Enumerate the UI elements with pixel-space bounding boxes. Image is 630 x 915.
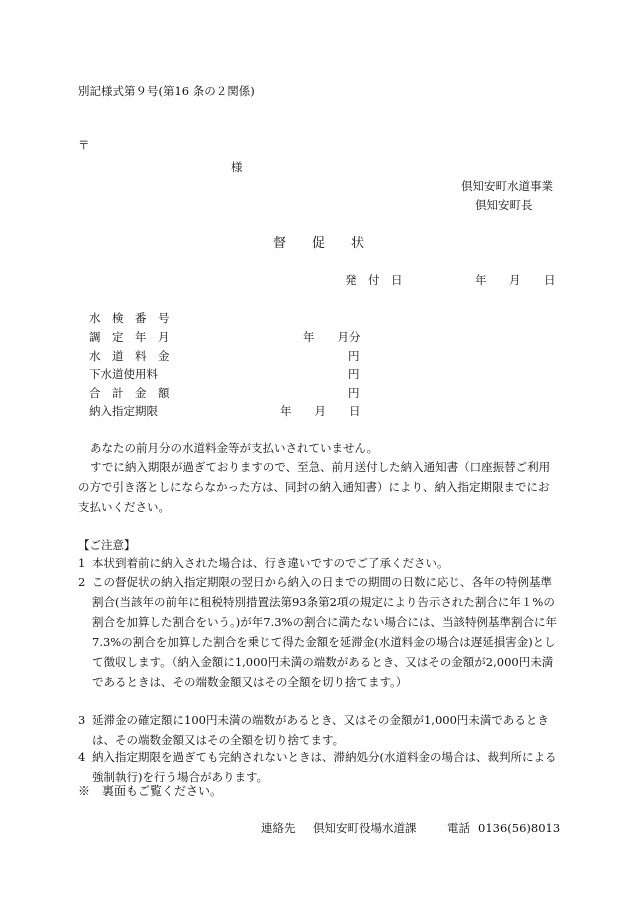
note-item [78, 747, 558, 787]
note-text: この督促状の納入指定期限の翌日から納入の日までの期間の日数に応じ、各年の特例基準割合(当該年の前年に租税特別措置法第93条第2項の規定により告示された割合に年１%の割合を加算した割合をいう。)が年7.3%の割合に満たない場合には、当該特例基準割合に年7.3%の割合を加算した割合を乗じて得た金額を延滞金(水道料金の場合は遅延損害金)として徴収します。（納入金額に1,000円未満の端数があるとき、又はその金額が2,000円未満であるときは、その端数金額又はその全額を切り捨てます。） [92, 575, 557, 689]
field-billing-month-value: 年 月分 [303, 330, 361, 344]
sender-organization: 倶知安町水道事業 [461, 179, 553, 193]
note-number: 2 [78, 575, 86, 589]
body-line-1: あなたの前月分の水道料金等が支払いされていません。 [90, 441, 379, 455]
issue-date-label: 発 付 日 [345, 273, 403, 287]
contact-phone: 0136(56)8013 [478, 821, 561, 835]
issue-date-day: 日 [544, 273, 556, 287]
form-number: 別記様式第９号(第16 条の２関係) [78, 84, 255, 98]
note-item [78, 572, 558, 692]
doc-title: 督 促 状 [273, 236, 365, 251]
note-number: 1 [78, 556, 86, 570]
note-item [78, 553, 558, 573]
field-total-amount-label: 合 計 金 額 [89, 386, 170, 400]
postal-mark: 〒 [78, 138, 90, 152]
note-number: 4 [78, 750, 86, 764]
body-paragraph-2: すでに納入期限が過ぎておりますので、至急、前月送付した納入通知書（口座振替ご利用の方で引き落としにならなかった方は、同封の納入通知書）により、納入指定期限までにお支払いください。 [78, 460, 551, 514]
field-water-charge-value: 円 [348, 349, 360, 363]
contact-label: 連絡先 [261, 821, 296, 835]
issue-date-month: 月 [509, 273, 521, 287]
field-sewer-charge-value: 円 [348, 367, 360, 381]
reverse-note: ※ 裏面もご覧ください。 [78, 784, 223, 798]
issue-date-year: 年 [475, 273, 487, 287]
field-due-date-label: 納入指定期限 [89, 404, 158, 418]
field-water-charge-label: 水 道 料 金 [89, 349, 170, 363]
note-text: 延滞金の確定額に100円未満の端数があるとき、又はその金額が1,000円未満であるときは、その端数金額又はその全額を切り捨てます。 [92, 713, 549, 747]
note-text: 納入指定期限を過ぎても完納されないときは、滞納処分(水道料金の場合は、裁判所による強制執行)を行う場合があります。 [92, 750, 557, 784]
note-item [78, 710, 558, 750]
field-total-amount-value: 円 [348, 386, 360, 400]
note-number: 3 [78, 713, 86, 727]
field-billing-month-label: 調 定 年 月 [89, 330, 170, 344]
notes-heading: 【ご注意】 [78, 538, 136, 552]
field-water-meter-number-label: 水 検 番 号 [89, 311, 170, 325]
sender-title: 倶知安町長 [475, 198, 533, 212]
field-due-date-value: 年 月 日 [280, 404, 361, 418]
addressee-suffix: 様 [231, 160, 243, 174]
field-sewer-charge-label: 下水道使用料 [89, 367, 158, 381]
contact-phone-label: 電話 [447, 821, 470, 835]
contact-office: 倶知安町役場水道課 [313, 821, 417, 835]
note-text: 本状到着前に納入された場合は、行き違いですのでご了承ください。 [92, 556, 449, 570]
